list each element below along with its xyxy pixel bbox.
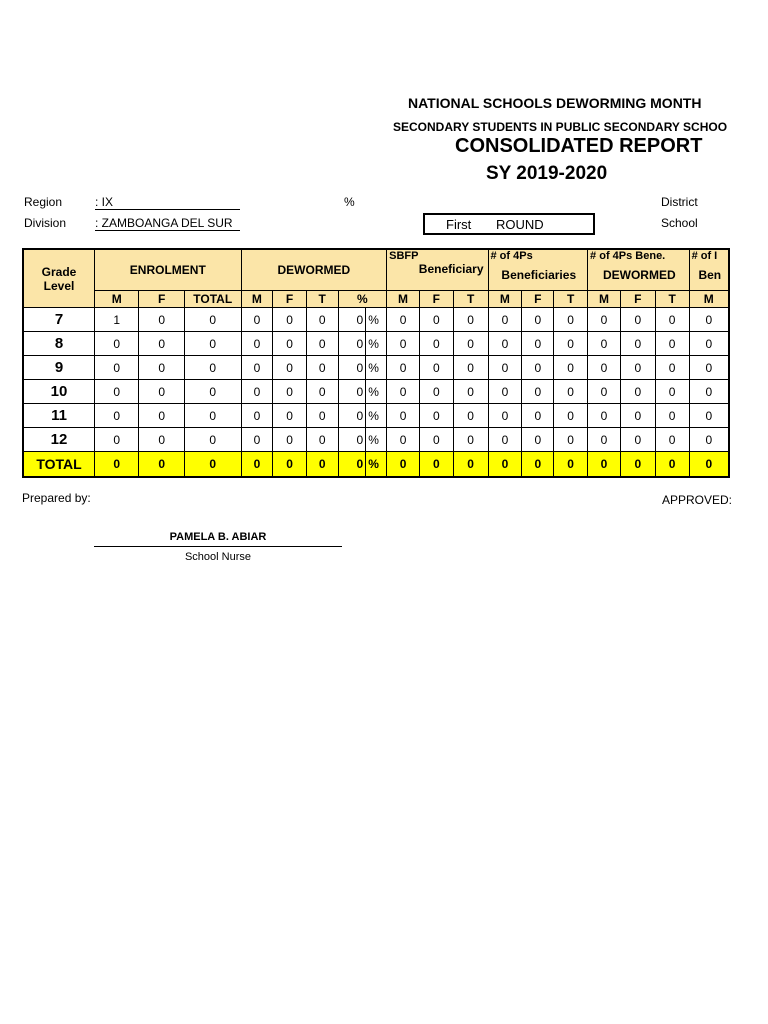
division-label: Division [24, 216, 67, 230]
value-cell: 0 [620, 452, 655, 478]
value-cell: 0 [554, 404, 588, 428]
value-cell: 0 [655, 452, 689, 478]
fourps-dewormed-header: # of 4Ps Bene. DEWORMED [588, 249, 690, 291]
value-cell: 0 [387, 404, 420, 428]
value-cell: 0 [453, 308, 488, 332]
percent-sign: % [344, 195, 355, 209]
value-cell: 0 [241, 380, 273, 404]
value-cell: 0 [689, 428, 729, 452]
value-cell: 0 [139, 404, 184, 428]
value-cell: 0 [689, 452, 729, 478]
grade-cell: 12 [23, 428, 95, 452]
grade-cell: 9 [23, 356, 95, 380]
value-cell: 0 [488, 356, 522, 380]
table-row [23, 428, 729, 452]
district-label: District [661, 195, 698, 209]
total-row [23, 452, 729, 478]
subheader-cell: T [306, 291, 338, 308]
ip-header: # of I Ben [689, 249, 729, 291]
value-cell: 0 [387, 356, 420, 380]
value-cell: 0 [306, 428, 338, 452]
deworming-table [22, 248, 730, 478]
value-cell: 0 [588, 308, 621, 332]
subheader-cell: T [554, 291, 588, 308]
grade-cell: 7 [23, 308, 95, 332]
subheader-cell: F [139, 291, 184, 308]
value-cell: % [366, 332, 387, 356]
value-cell: 0 [306, 308, 338, 332]
value-cell: 0 [306, 404, 338, 428]
value-cell: 0 [689, 332, 729, 356]
value-cell: 0 [338, 452, 366, 478]
subheader-cell: F [419, 291, 453, 308]
value-cell: 0 [419, 356, 453, 380]
value-cell: 0 [184, 404, 241, 428]
value-cell: 0 [488, 428, 522, 452]
value-cell: % [366, 356, 387, 380]
value-cell: 0 [387, 332, 420, 356]
report-subtitle: SECONDARY STUDENTS IN PUBLIC SECONDARY SCHOO [393, 120, 728, 134]
value-cell: 0 [620, 428, 655, 452]
value-cell: 0 [419, 380, 453, 404]
region-value: : IX [95, 195, 240, 210]
value-cell: 0 [184, 380, 241, 404]
subheader-cell: M [588, 291, 621, 308]
value-cell: 0 [655, 356, 689, 380]
value-cell: 0 [588, 380, 621, 404]
value-cell: 0 [689, 308, 729, 332]
value-cell: 0 [554, 356, 588, 380]
value-cell: 0 [588, 404, 621, 428]
value-cell: 0 [273, 428, 307, 452]
subheader-row [23, 291, 729, 308]
value-cell: 0 [95, 356, 139, 380]
value-cell: 0 [689, 356, 729, 380]
value-cell: 0 [655, 404, 689, 428]
value-cell: 0 [588, 452, 621, 478]
value-cell: 0 [139, 452, 184, 478]
value-cell: 0 [387, 380, 420, 404]
value-cell: 0 [338, 428, 366, 452]
value-cell: 0 [419, 404, 453, 428]
value-cell: 0 [184, 332, 241, 356]
value-cell: 0 [655, 380, 689, 404]
value-cell: 0 [522, 308, 554, 332]
value-cell: 0 [241, 308, 273, 332]
prepared-by-label: Prepared by: [22, 491, 91, 505]
value-cell: 0 [522, 404, 554, 428]
value-cell: 0 [241, 404, 273, 428]
value-cell: 0 [139, 356, 184, 380]
value-cell: 0 [241, 356, 273, 380]
value-cell: 0 [95, 428, 139, 452]
value-cell: 0 [620, 356, 655, 380]
value-cell: 0 [338, 380, 366, 404]
value-cell: 0 [689, 404, 729, 428]
value-cell: 0 [588, 428, 621, 452]
value-cell: 0 [241, 452, 273, 478]
signatory-title: School Nurse [184, 551, 252, 563]
value-cell: 0 [588, 356, 621, 380]
value-cell: 0 [184, 428, 241, 452]
value-cell: 0 [273, 404, 307, 428]
table-row [23, 356, 729, 380]
value-cell: 0 [139, 380, 184, 404]
value-cell: 0 [453, 356, 488, 380]
value-cell: 0 [419, 332, 453, 356]
value-cell: 0 [273, 356, 307, 380]
round-ordinal: First [446, 217, 472, 232]
subheader-cell: M [95, 291, 139, 308]
value-cell: 0 [453, 404, 488, 428]
value-cell: 0 [554, 308, 588, 332]
value-cell: 0 [554, 428, 588, 452]
value-cell: 0 [184, 308, 241, 332]
signatory-name: PAMELA B. ABIAR [94, 531, 342, 547]
value-cell: 0 [95, 452, 139, 478]
value-cell: 0 [488, 308, 522, 332]
value-cell: 0 [453, 452, 488, 478]
value-cell: 0 [522, 332, 554, 356]
value-cell: 0 [655, 332, 689, 356]
value-cell: 0 [419, 428, 453, 452]
subheader-cell: F [522, 291, 554, 308]
subheader-cell: M [488, 291, 522, 308]
enrolment-header: ENROLMENT [95, 249, 242, 291]
table-row [23, 380, 729, 404]
school-label: School [661, 216, 698, 230]
value-cell: 0 [139, 428, 184, 452]
value-cell: 0 [453, 428, 488, 452]
value-cell: 0 [184, 452, 241, 478]
value-cell: % [366, 452, 387, 478]
value-cell: 0 [689, 380, 729, 404]
grade-cell: 11 [23, 404, 95, 428]
value-cell: 0 [306, 380, 338, 404]
value-cell: 0 [273, 308, 307, 332]
value-cell: 0 [620, 380, 655, 404]
value-cell: 0 [554, 452, 588, 478]
value-cell: 0 [554, 380, 588, 404]
value-cell: 0 [306, 332, 338, 356]
value-cell: 0 [419, 452, 453, 478]
value-cell: 0 [338, 308, 366, 332]
subheader-cell: T [453, 291, 488, 308]
table-body [23, 308, 729, 478]
value-cell: 0 [338, 404, 366, 428]
value-cell: 0 [273, 332, 307, 356]
value-cell: 0 [655, 308, 689, 332]
value-cell: 0 [554, 332, 588, 356]
report-title: NATIONAL SCHOOLS DEWORMING MONTH [408, 95, 702, 111]
subheader-cell: F [620, 291, 655, 308]
value-cell: 1 [95, 308, 139, 332]
value-cell: 0 [522, 428, 554, 452]
value-cell: 0 [419, 308, 453, 332]
value-cell: 0 [488, 404, 522, 428]
subheader-cell: M [387, 291, 420, 308]
value-cell: 0 [241, 428, 273, 452]
value-cell: 0 [95, 332, 139, 356]
value-cell: 0 [139, 332, 184, 356]
fourps-beneficiaries-header: # of 4Ps Beneficiaries [488, 249, 588, 291]
table-row [23, 332, 729, 356]
value-cell: 0 [488, 452, 522, 478]
value-cell: % [366, 404, 387, 428]
value-cell: % [366, 428, 387, 452]
value-cell: 0 [273, 452, 307, 478]
value-cell: 0 [488, 380, 522, 404]
value-cell: 0 [522, 356, 554, 380]
value-cell: 0 [387, 308, 420, 332]
value-cell: 0 [522, 452, 554, 478]
value-cell: 0 [241, 332, 273, 356]
subheader-cell: F [273, 291, 307, 308]
grade-cell: 8 [23, 332, 95, 356]
value-cell: 0 [273, 380, 307, 404]
value-cell: % [366, 308, 387, 332]
grade-cell: 10 [23, 380, 95, 404]
value-cell: 0 [453, 332, 488, 356]
grade-level-header: Grade Level [23, 249, 95, 308]
school-year: SY 2019-2020 [486, 163, 608, 184]
value-cell: % [366, 380, 387, 404]
value-cell: 0 [95, 380, 139, 404]
table-row [23, 308, 729, 332]
value-cell: 0 [139, 308, 184, 332]
value-cell: 0 [338, 356, 366, 380]
value-cell: 0 [620, 308, 655, 332]
subheader-cell: TOTAL [184, 291, 241, 308]
value-cell: 0 [95, 404, 139, 428]
value-cell: 0 [588, 332, 621, 356]
subheader-cell: % [338, 291, 387, 308]
subheader-cell: M [689, 291, 729, 308]
value-cell: 0 [522, 380, 554, 404]
value-cell: 0 [453, 380, 488, 404]
value-cell: 0 [620, 404, 655, 428]
division-value: : ZAMBOANGA DEL SUR [95, 216, 240, 231]
total-label: TOTAL [23, 452, 95, 478]
round-label: ROUND [496, 217, 544, 232]
dewormed-header: DEWORMED [241, 249, 387, 291]
value-cell: 0 [488, 332, 522, 356]
value-cell: 0 [306, 356, 338, 380]
value-cell: 0 [387, 428, 420, 452]
subheader-cell: M [241, 291, 273, 308]
table-row [23, 404, 729, 428]
subheader-cell: T [655, 291, 689, 308]
sbfp-header: SBFP Beneficiary [387, 249, 488, 291]
value-cell: 0 [387, 452, 420, 478]
value-cell: 0 [338, 332, 366, 356]
approved-label: APPROVED: [662, 493, 733, 507]
value-cell: 0 [306, 452, 338, 478]
region-label: Region [24, 195, 63, 209]
value-cell: 0 [655, 428, 689, 452]
report-heading: CONSOLIDATED REPORT [455, 135, 703, 157]
value-cell: 0 [620, 332, 655, 356]
value-cell: 0 [184, 356, 241, 380]
